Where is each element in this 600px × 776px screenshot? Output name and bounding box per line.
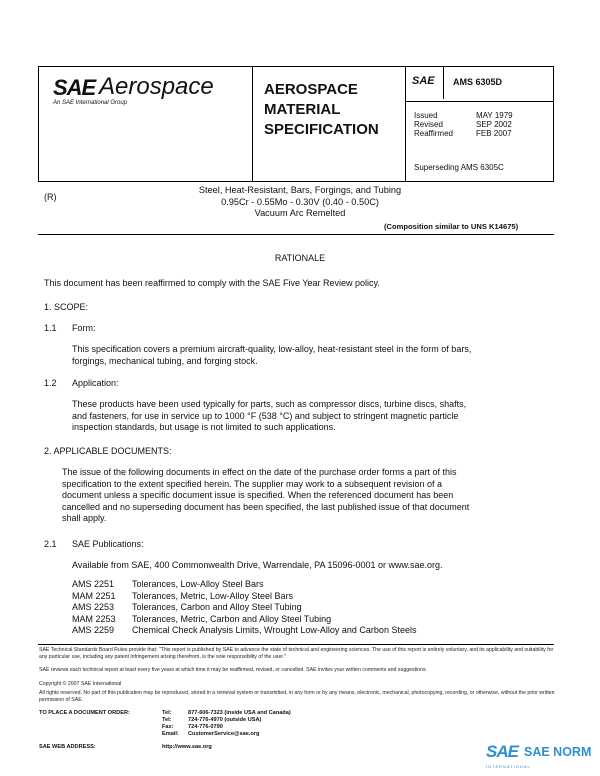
section-2-text: The issue of the following documents in effect on the date of the purchase order forms a part of this specification to the extent specified herein. The supplier may work to a subsequent revision of a document unless a specific document issue is specified. When the referenced document has been cancelled and no superseding document has been specified, the last published issue of that document shall apply. bbox=[62, 467, 470, 524]
sae-small-logo: SAE bbox=[412, 75, 435, 87]
list-item: AMS 2259 Chemical Check Analysis Limits, Wrought Low-Alloy and Carbon Steels bbox=[72, 625, 417, 636]
footer-rules: SAE Technical Standards Board Rules provide that: "This report is published by SAE to advance the state of technical and engineering sciences. The use of this report is entirely voluntary, and its applicability and suitability for any particular use, including any patent infringement arising therefrom, is the sole responsibility of the user." bbox=[39, 647, 554, 660]
footer-copyright: Copyright © 2007 SAE International bbox=[39, 681, 122, 687]
header-box bbox=[38, 66, 554, 182]
doc-dates: Issued MAY 1979 Revised SEP 2002 Reaffirmed FEB 2007 bbox=[414, 111, 513, 138]
watermark-tagline: INTERNATIONAL bbox=[486, 764, 531, 769]
sae-logo: SAE bbox=[53, 75, 96, 100]
section-2-1-number: 2.1 bbox=[44, 539, 57, 549]
logo-tagline: An SAE International Group bbox=[53, 100, 128, 106]
order-label: TO PLACE A DOCUMENT ORDER: bbox=[39, 710, 130, 716]
sae-norm-watermark bbox=[486, 742, 596, 774]
list-item: MAM 2251 Tolerances, Metric, Low-Alloy Steel Bars bbox=[72, 590, 294, 601]
section-1-2-text: These products have been used typically for parts, such as compressor discs, turbine discs, shafts, and fasteners, for use in service up to 1000 °F (538 °C) and subject to stringent magnetic particle inspection standards, but usage is not limited to such applications. bbox=[72, 399, 467, 433]
superseding-note: Superseding AMS 6305C bbox=[414, 163, 504, 172]
section-2-1-title: SAE Publications: bbox=[72, 539, 144, 549]
doc-type-title: AEROSPACE MATERIAL SPECIFICATION bbox=[264, 81, 379, 138]
section-1-1-text: This specification covers a premium aircraft-quality, low-alloy, heat-resistant steel in the form of bars, forgings, mechanical tubing, and forging stock. bbox=[72, 344, 472, 366]
doc-number: AMS 6305D bbox=[453, 77, 503, 87]
watermark-brand: SAE NORM bbox=[524, 745, 592, 759]
list-item: AMS 2253 Tolerances, Carbon and Alloy Steel Tubing bbox=[72, 602, 302, 613]
section-1-2-number: 1.2 bbox=[44, 378, 57, 388]
list-item: AMS 2251 Tolerances, Low-Alloy Steel Bars bbox=[72, 579, 264, 589]
footer-review: SAE reviews each technical report at least every five years at which time it may be reaffirmed, revised, or cancelled. SAE invites your written comments and suggestions. bbox=[39, 667, 427, 673]
web-link[interactable]: http://www.sae.org bbox=[162, 744, 212, 750]
revision-mark: (R) bbox=[44, 192, 57, 202]
composition-note: (Composition similar to UNS K14675) bbox=[384, 222, 519, 231]
section-2-heading: 2. APPLICABLE DOCUMENTS: bbox=[44, 446, 172, 456]
section-1-2-title: Application: bbox=[72, 378, 119, 388]
list-item: MAM 2253 Tolerances, Metric, Carbon and Alloy Steel Tubing bbox=[72, 613, 332, 624]
watermark-sae-icon: SAE bbox=[486, 742, 518, 761]
web-label: SAE WEB ADDRESS: bbox=[39, 744, 96, 750]
footer-rights: All rights reserved. No part of this publication may be reproduced, stored in a retrieval system or transmitted, in any form or by any means, electronic, mechanical, photocopying, recording, or otherwise, without the prior written permission of SAE. bbox=[39, 690, 555, 703]
aerospace-logo-text: Aerospace bbox=[99, 73, 214, 100]
section-2-1-text: Available from SAE, 400 Commonwealth Drive, Warrendale, PA 15096-0001 or www.sae.org. bbox=[72, 560, 443, 570]
order-contacts: Tel: 877-606-7323 (inside USA and Canada) Tel: 724-776-4970 (outside USA) Fax: 724-776-0790 Email: CustomerService@sae.org bbox=[162, 710, 291, 737]
rationale-text: This document has been reaffirmed to comply with the SAE Five Year Review policy. bbox=[44, 278, 380, 288]
section-1-1-title: Form: bbox=[72, 323, 96, 333]
rationale-heading: RATIONALE bbox=[274, 253, 326, 263]
material-title: Steel, Heat-Resistant, Bars, Forgings, and Tubing 0.95Cr - 0.55Mo - 0.30V (0.40 - 0.50C) Vacuum Arc Remelted bbox=[198, 185, 402, 218]
section-1-1-number: 1.1 bbox=[44, 323, 57, 333]
reference-list bbox=[72, 579, 416, 637]
email-link[interactable]: CustomerService@sae.org bbox=[188, 731, 260, 737]
section-1-heading: 1. SCOPE: bbox=[44, 302, 89, 312]
